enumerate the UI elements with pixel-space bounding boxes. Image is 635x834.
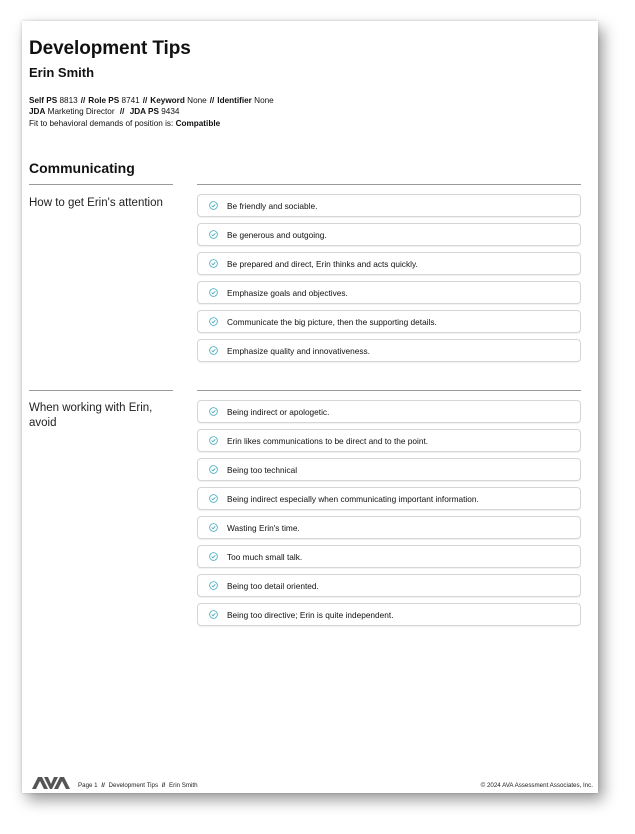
page-title: Development Tips (29, 38, 191, 59)
tip-item (197, 310, 581, 333)
tip-item (197, 400, 581, 423)
meta-line-scores (29, 96, 274, 106)
jda-label: JDA (29, 107, 46, 116)
tip-text: Being indirect or apologetic. (227, 406, 330, 417)
check-circle-icon (209, 523, 218, 532)
check-circle-icon (209, 317, 218, 326)
check-circle-icon (209, 581, 218, 590)
tip-item (197, 252, 581, 275)
check-circle-icon (209, 346, 218, 355)
tip-text: Communicate the big picture, then the supporting details. (227, 316, 437, 327)
tip-item (197, 545, 581, 568)
tip-item (197, 516, 581, 539)
tip-item (197, 281, 581, 304)
divider (197, 184, 581, 185)
check-circle-icon (209, 610, 218, 619)
tip-item (197, 194, 581, 217)
keyword-value: None (187, 96, 207, 105)
tip-text: Wasting Erin's time. (227, 522, 300, 533)
jda-ps-label: JDA PS (129, 107, 159, 116)
tip-text: Being too detail oriented. (227, 580, 319, 591)
divider (29, 390, 173, 391)
check-circle-icon (209, 407, 218, 416)
tip-item (197, 574, 581, 597)
divider (29, 184, 173, 185)
tip-text: Being too technical (227, 464, 298, 475)
jda-value: Marketing Director (47, 107, 115, 116)
separator: // (209, 96, 215, 105)
check-circle-icon (209, 230, 218, 239)
person-name: Erin Smith (29, 65, 95, 80)
check-circle-icon (209, 552, 218, 561)
tip-list-avoid (197, 400, 581, 632)
role-ps-value: 8741 (121, 96, 140, 105)
jda-ps-value: 9434 (161, 107, 180, 116)
keyword-label: Keyword (150, 96, 185, 105)
tip-text: Too much small talk. (227, 551, 303, 562)
tip-text: Being indirect especially when communicating important information. (227, 493, 479, 504)
group-label-avoid: When working with Erin, avoid (29, 402, 153, 429)
check-circle-icon (209, 259, 218, 268)
section-title: Communicating (29, 160, 135, 176)
report-page (22, 21, 598, 793)
check-circle-icon (209, 436, 218, 445)
identifier-label: Identifier (217, 96, 252, 105)
separator: // (80, 96, 86, 105)
tip-item (197, 429, 581, 452)
footer-copyright: © 2024 AVA Assessment Associates, Inc. (480, 782, 593, 789)
ava-logo-icon (32, 776, 70, 790)
check-circle-icon (209, 201, 218, 210)
tip-item (197, 487, 581, 510)
divider (197, 390, 581, 391)
separator: // (101, 782, 105, 789)
check-circle-icon (209, 494, 218, 503)
role-ps-label: Role PS (88, 96, 120, 105)
tip-item (197, 339, 581, 362)
fit-value: Compatible (175, 119, 221, 128)
separator: // (119, 107, 125, 116)
check-circle-icon (209, 465, 218, 474)
separator: // (161, 782, 166, 789)
footer-info (78, 782, 198, 789)
footer-doc: Development Tips (108, 782, 159, 789)
tip-text: Erin likes communications to be direct and to the point. (227, 435, 429, 446)
tip-text: Be friendly and sociable. (227, 200, 318, 211)
footer-page: Page 1 (78, 782, 98, 789)
meta-line-fit (29, 119, 220, 129)
tip-text: Being too directive; Erin is quite independent. (227, 609, 394, 620)
meta-line-jda (29, 107, 179, 117)
check-circle-icon (209, 288, 218, 297)
self-ps-label: Self PS (29, 96, 58, 105)
footer-name: Erin Smith (169, 782, 198, 789)
tip-item (197, 603, 581, 626)
tip-list-attention (197, 194, 581, 368)
self-ps-value: 8813 (59, 96, 78, 105)
tip-item (197, 458, 581, 481)
identifier-value: None (254, 96, 274, 105)
group-label-attention: How to get Erin's attention (29, 197, 163, 209)
tip-item (197, 223, 581, 246)
tip-text: Be prepared and direct, Erin thinks and acts quickly. (227, 258, 418, 269)
tip-text: Emphasize goals and objectives. (227, 287, 348, 298)
separator: // (142, 96, 148, 105)
fit-text: Fit to behavioral demands of position is: (29, 119, 174, 128)
tip-text: Be generous and outgoing. (227, 229, 327, 240)
tip-text: Emphasize quality and innovativeness. (227, 345, 370, 356)
